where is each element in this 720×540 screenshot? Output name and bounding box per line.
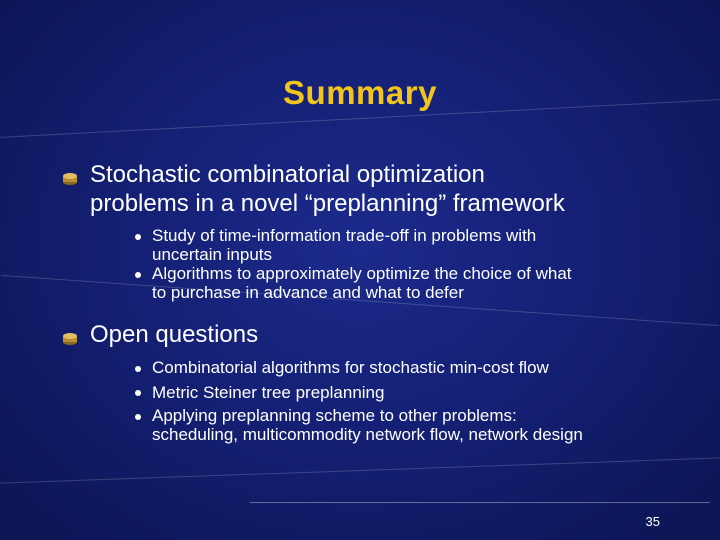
subbullet-text-line: Combinatorial algorithms for stochastic min-cost flow: [152, 358, 549, 377]
subbullet-text: [152, 406, 672, 444]
subbullet-text: [152, 264, 672, 302]
subbullet-text-line: to purchase in advance and what to defer: [152, 283, 464, 302]
dot-bullet-icon: [135, 272, 141, 278]
bullet-text-line: Stochastic combinatorial optimization: [90, 161, 485, 188]
subbullet-text-line: uncertain inputs: [152, 245, 273, 264]
subbullet-text-line: Metric Steiner tree preplanning: [152, 383, 385, 402]
bullet-text-line: problems in a novel “preplanning” framework: [90, 190, 565, 217]
cylinder-bullet-icon: [62, 172, 78, 186]
subbullet-text-line: Applying preplanning scheme to other problems:: [152, 406, 517, 425]
slide-title: Summary: [283, 74, 437, 111]
bullet-text: [90, 160, 565, 218]
background-line: [0, 457, 720, 483]
cylinder-bullet-icon: [62, 332, 78, 346]
dot-bullet-icon: [135, 390, 141, 396]
subbullet-text-line: Study of time-information trade-off in problems with: [152, 226, 537, 245]
page-number: 35: [645, 514, 660, 529]
subbullet-text: [152, 383, 672, 402]
bullet-text: [90, 320, 258, 349]
bullet-text-line: Open questions: [90, 321, 259, 348]
footer-divider: [250, 502, 710, 503]
dot-bullet-icon: [135, 414, 141, 420]
subbullet-text-line: Algorithms to approximately optimize the choice of what: [152, 264, 572, 283]
dot-bullet-icon: [135, 234, 141, 240]
subbullet-text-line: scheduling, multicommodity network flow, network design: [152, 425, 583, 444]
dot-bullet-icon: [135, 366, 141, 372]
subbullet-text: [152, 226, 672, 264]
subbullet-text: [152, 358, 672, 377]
